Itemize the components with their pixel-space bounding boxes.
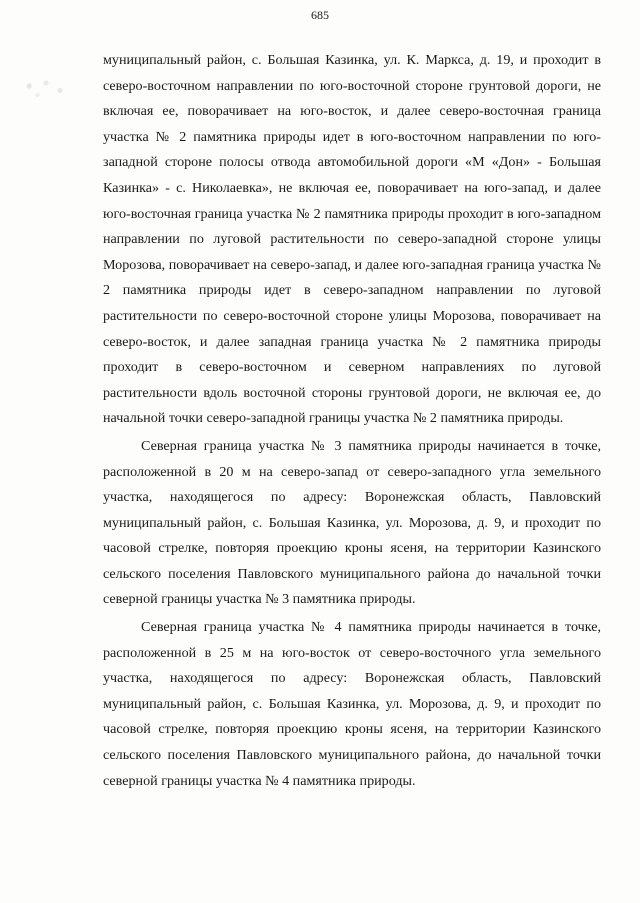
- paragraph-site-4: Северная граница участка № 4 памятника природы начинается в точке, расположенной в 25 м на юго-восток от северо-восточного угла земельного участка, находящегося по адресу: Воронежская область, Павловский муниципальный район, с. Большая Казинка, ул. Морозова, д. 9, и проходит по часовой стрелке, повторяя проекцию кроны ясеня, на территории Казинского сельского поселения Павловского муниципального района, до начальной точки северной границы участка № 4 памятника природы.: [103, 619, 601, 789]
- page-number: 685: [311, 8, 329, 22]
- paragraph-continuation: муниципальный район, с. Большая Казинка, ул. К. Маркса, д. 19, и проходит в северо-восточном направлении по юго-восточной стороне грунтовой дороги, не включая ее, поворачивает на юго-восток, и далее северо-восточная граница участка № 2 памятника природы идет в юго-восточном направлении по юго-западной стороне полосы отвода автомобильной дороги «М «Дон» - Большая Казинка» - с. Николаевка», не включая ее, поворачивает на юго-запад, и далее юго-восточная граница участка № 2 памятника природы проходит в юго-западном направлении по луговой растительности по северо-западной стороне улицы Морозова, поворачивает на северо-запад, и далее юго-западная граница участка № 2 памятника природы идет в северо-западном направлении по луговой растительности по северо-восточной стороне улицы Морозова, поворачивает на северо-восток, и далее западная граница участка № 2 памятника природы проходит в северо-восточном и северном направлениях по луговой растительности вдоль восточной стороны грунтовой дороги, не включая ее, до начальной точки северо-западной границы участка № 2 памятника природы.: [103, 52, 601, 427]
- document-body: [103, 48, 601, 794]
- paragraph-site-3: Северная граница участка № 3 памятника природы начинается в точке, расположенной в 20 м на северо-запад от северо-западного угла земельного участка, находящегося по адресу: Воронежская область, Павловский муниципальный район, с. Большая Казинка, ул. Морозова, д. 9, и проходит по часовой стрелке, повторяя проекцию кроны ясеня, на территории Казинского сельского поселения Павловского муниципального района до начальной точки северной границы участка № 3 памятника природы.: [103, 437, 601, 608]
- scan-smudge: [18, 74, 74, 104]
